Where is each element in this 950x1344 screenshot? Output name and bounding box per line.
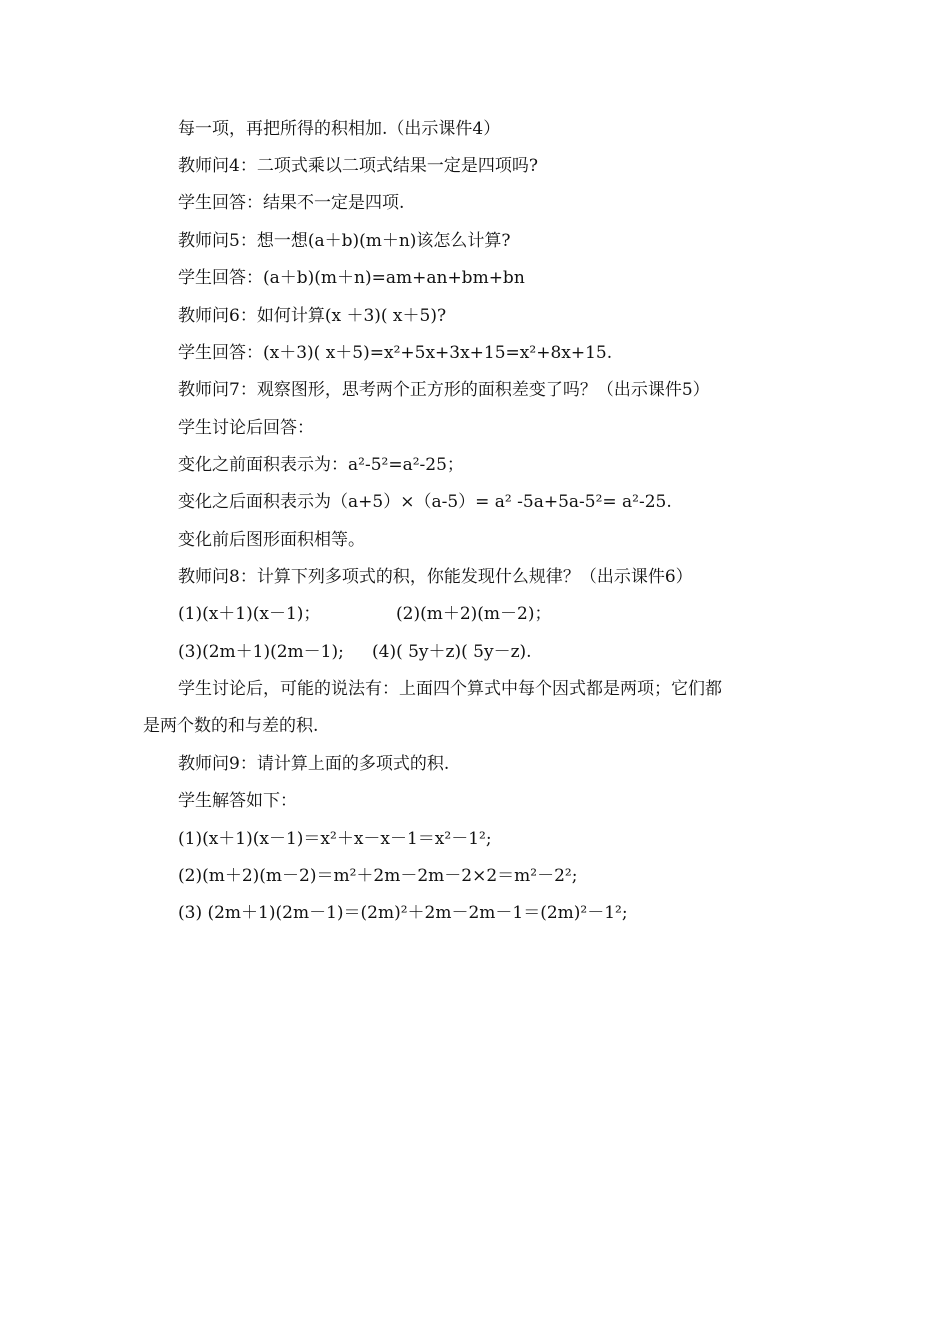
student-discussion-7: 学生讨论后回答： <box>178 418 314 438</box>
student-answer-6: 学生回答：(x＋3)( x＋5)=x²+5x+3x+15=x²+8x+15. <box>178 343 613 363</box>
exercise-3: (3)(2m＋1)(2m－1); <box>178 642 344 662</box>
exercise-2: (2)(m＋2)(m－2)； <box>396 604 552 624</box>
solution-1: (1)(x＋1)(x－1)＝x²＋x－x－1＝x²－1²; <box>178 829 492 849</box>
student-answer-4: 学生回答：结果不一定是四项. <box>178 193 405 213</box>
solution-3: (3) (2m＋1)(2m－1)＝(2m)²＋2m－2m－1＝(2m)²－1²; <box>178 903 628 923</box>
student-discussion-8-cont: 是两个数的和与差的积. <box>143 716 319 736</box>
teacher-question-8: 教师问8：计算下列多项式的积，你能发现什么规律？（出示课件6） <box>178 567 693 587</box>
teacher-question-9: 教师问9：请计算上面的多项式的积. <box>178 754 450 774</box>
text-line-1: 每一项，再把所得的积相加.（出示课件4） <box>178 119 501 139</box>
area-before: 变化之前面积表示为：a²-5²=a²-25； <box>178 455 464 475</box>
teacher-question-7: 教师问7：观察图形，思考两个正方形的面积差变了吗？（出示课件5） <box>178 380 710 400</box>
area-after: 变化之后面积表示为（a+5）×（a-5）= a² -5a+5a-5²= a²-25. <box>178 492 672 512</box>
exercise-1: (1)(x＋1)(x－1)； <box>178 604 321 624</box>
exercise-4: (4)( 5y＋z)( 5y－z). <box>372 642 532 662</box>
student-discussion-8: 学生讨论后，可能的说法有：上面四个算式中每个因式都是两项；它们都 <box>178 679 722 699</box>
student-answer-5: 学生回答：(a＋b)(m＋n)=am+an+bm+bn <box>178 268 525 288</box>
teacher-question-4: 教师问4：二项式乘以二项式结果一定是四项吗? <box>178 156 538 176</box>
teacher-question-5: 教师问5：想一想(a＋b)(m＋n)该怎么计算? <box>178 231 511 251</box>
student-solution-heading: 学生解答如下： <box>178 791 297 811</box>
teacher-question-6: 教师问6：如何计算(x ＋3)( x＋5)? <box>178 306 447 326</box>
solution-2: (2)(m＋2)(m－2)＝m²＋2m－2m－2×2＝m²－2²; <box>178 866 578 886</box>
area-conclusion: 变化前后图形面积相等。 <box>178 530 365 550</box>
